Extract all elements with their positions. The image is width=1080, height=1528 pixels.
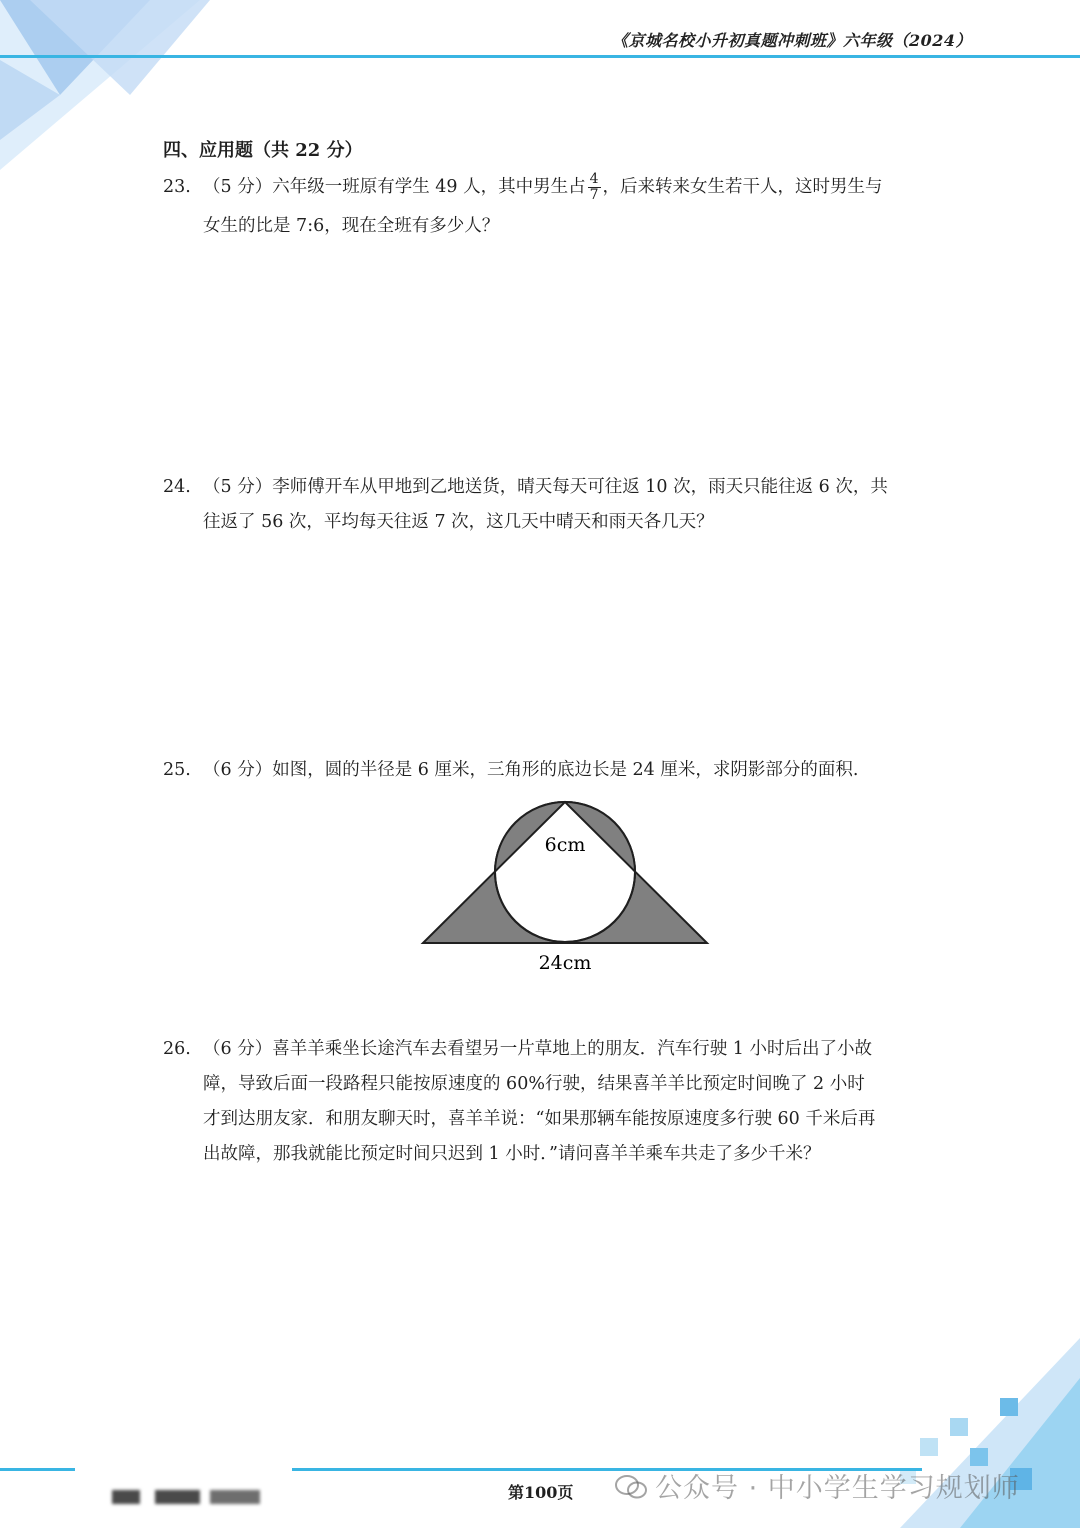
wechat-icon [614, 1474, 648, 1500]
watermark: 公众号 · 中小学生学习规划师 [655, 1473, 1020, 1504]
question-26 [163, 1032, 923, 1172]
question-text: （5 分）六年级一班原有学生 49 人，其中男生占 [203, 177, 586, 197]
footer-rule-left [0, 1468, 75, 1471]
header-title: 《京城名校小升初真题冲刺班》六年级（2024） [611, 31, 972, 50]
question-text-continued: ，后来转来女生若干人，这时男生与 [602, 177, 883, 197]
fraction-denominator: 7 [589, 187, 599, 203]
question-number: 24. [163, 477, 191, 497]
fraction-numerator: 4 [589, 171, 599, 187]
question-24 [163, 470, 923, 540]
question-text-line: 出故障，那我就能比预定时间只迟到 1 小时．”请问喜羊羊乘车共走了多少千米？ [203, 1144, 821, 1164]
section-title: 四、应用题（共 22 分） [163, 140, 363, 161]
question-text: （5 分）李师傅开车从甲地到乙地送货，晴天每天可往返 10 次，雨天只能往返 6 次，共 [203, 477, 888, 497]
redacted-mark [112, 1490, 140, 1504]
radius-label: 6cm [544, 834, 586, 856]
redacted-mark [155, 1490, 200, 1504]
redacted-mark [210, 1490, 260, 1504]
question-25 [163, 753, 923, 788]
question-text: （6 分）如图，圆的半径是 6 厘米，三角形的底边长是 24 厘米，求阴影部分的面积. [203, 760, 859, 780]
question-23 [163, 170, 923, 244]
question-text: （6 分）喜羊羊乘坐长途汽车去看望另一片草地上的朋友．汽车行驶 1 小时后出了小故 [203, 1039, 872, 1059]
question-text-line: 才到达朋友家．和朋友聊天时，喜羊羊说：“如果那辆车能按原速度多行驶 60 千米后再 [203, 1109, 876, 1129]
question-text-line: 女生的比是 7:6，现在全班有多少人？ [203, 216, 500, 236]
geometry-figure [415, 795, 715, 980]
question-number: 26. [163, 1039, 191, 1059]
question-number: 23. [163, 177, 191, 197]
header-rule [0, 55, 1080, 58]
page-number: 第100页 [508, 1483, 574, 1502]
question-text-line: 往返了 56 次，平均每天往返 7 次，这几天中晴天和雨天各几天？ [203, 512, 714, 532]
question-text-line: 障，导致后面一段路程只能按原速度的 60%行驶，结果喜羊羊比预定时间晚了 2 小时 [203, 1074, 865, 1094]
question-number: 25. [163, 760, 191, 780]
fraction [588, 172, 601, 203]
base-label: 24cm [538, 952, 592, 974]
